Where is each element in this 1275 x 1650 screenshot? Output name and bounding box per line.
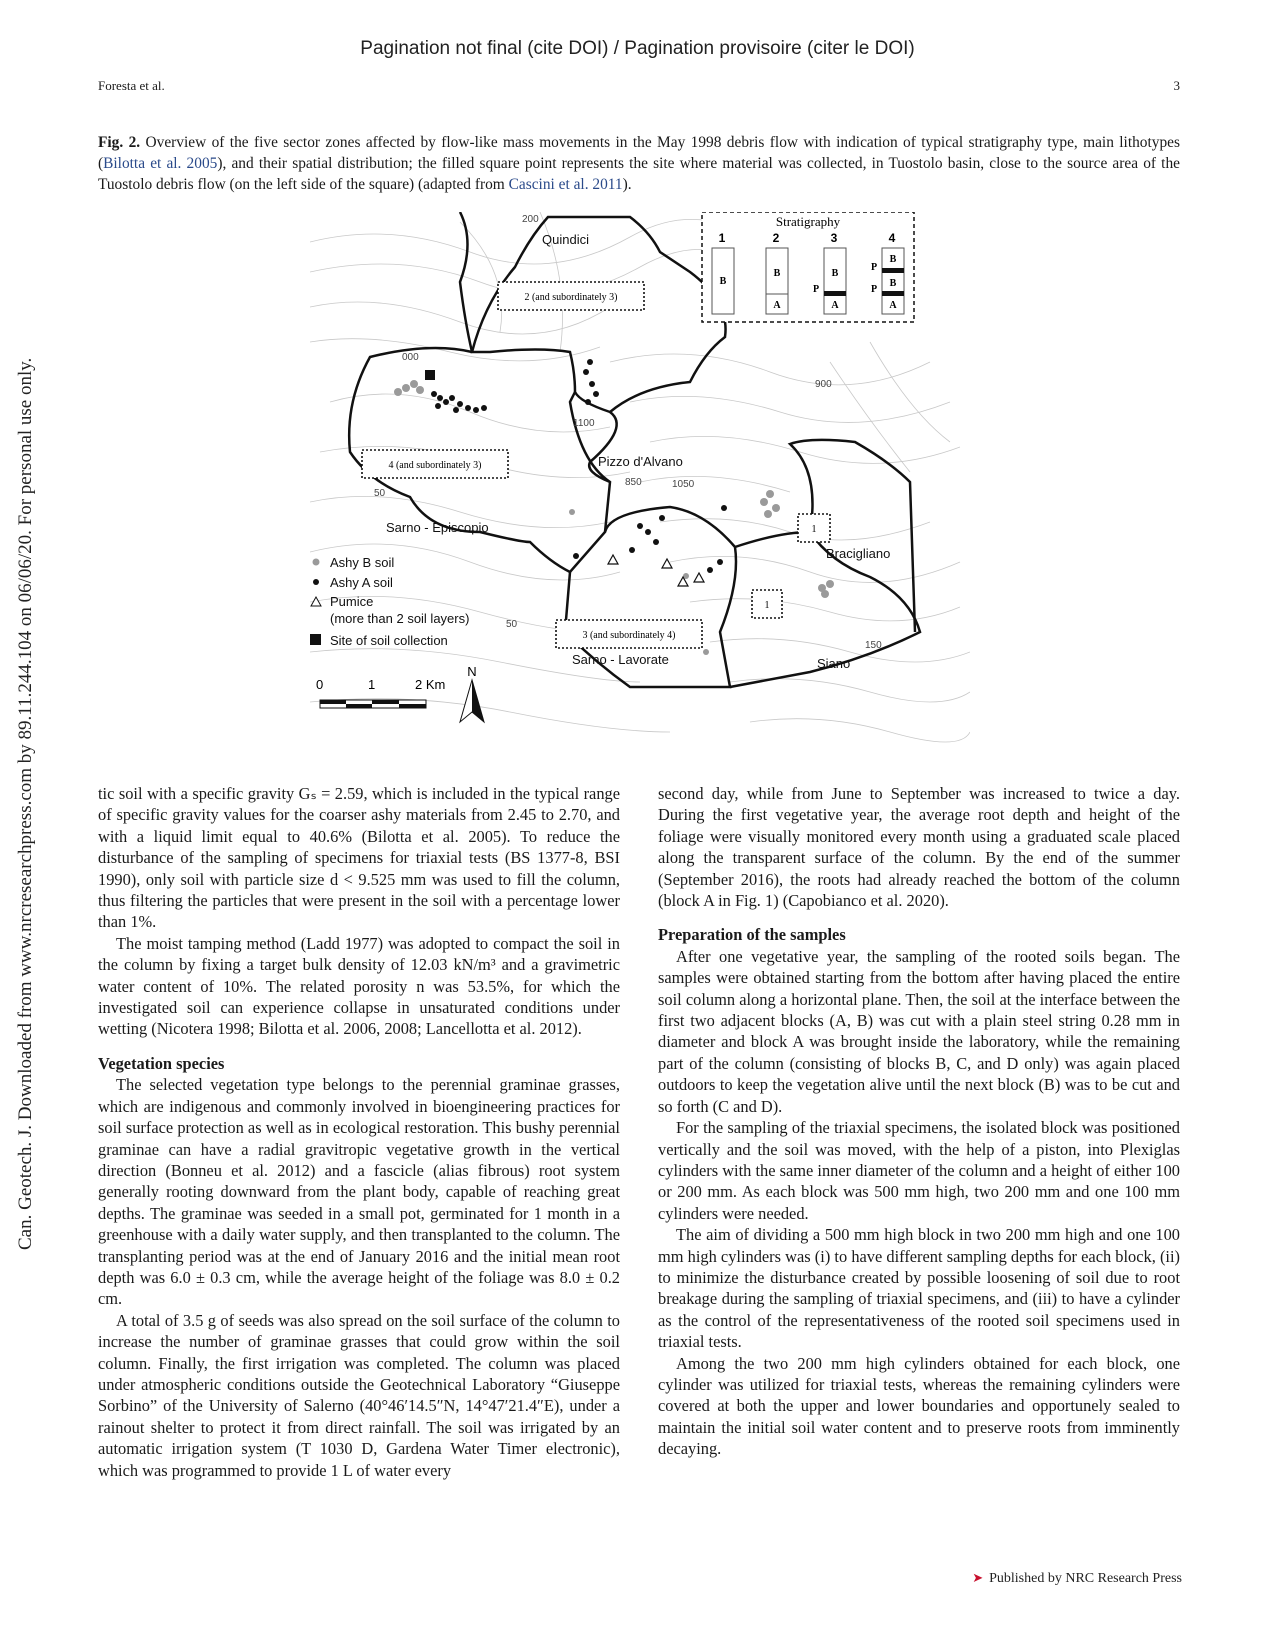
right-paragraph-3: For the sampling of the triaxial specimens, the isolated block was positioned vertically and the soil was moved, with the help of a piston, into Plexiglas cylinders with the same inner diameter of the column and a height of either 100 or 200 mm. As each block was 500 mm high, two 200 mm and one 100 mm cylinders were needed. xyxy=(658,1118,1180,1223)
figure-label: Fig. 2. xyxy=(98,134,141,151)
elev-1050: 1050 xyxy=(672,479,695,490)
legend-site: Site of soil collection xyxy=(330,633,448,648)
caption-text-3: ). xyxy=(622,176,632,193)
stratigraphy-inset xyxy=(702,212,914,322)
left-paragraph-4: A total of 3.5 g of seeds was also spread on the soil surface of the column to increase the number of graminae grasses that could grow within the soil column. Finally, the first irrigation was completed. The column was placed under atmospheric conditions outside the Geotechnical Laboratory “Giuseppe Sorbino” of the University of Salerno (40°46′14.5″N, 14°47′21.4″E), under a rainout shelter to protect it from direct rainfall. The soil was irrigated by an automatic irrigation system (T 1030 D, Gardena Water Timer electronic), which was programmed to provide 1 L of water every xyxy=(98,1310,620,1480)
section-heading-preparation: Preparation of the samples xyxy=(658,925,846,945)
place-siano: Siano xyxy=(817,656,851,671)
scale-2: 2 Km xyxy=(415,677,446,692)
sector-zone-map xyxy=(310,212,970,752)
page-number: 3 xyxy=(1173,78,1180,93)
place-pizzo: Pizzo d'Alvano xyxy=(598,454,683,469)
right-paragraph-1: second day, while from June to September was increased to twice a day. During the first vegetative year, the average root depth and height of the foliage were visually monitored every month using a graduated scale placed along the transparent surface of the column. By the end of the summer (September 2016), the roots had already reached the bottom of the column (block A in Fig. 1) (Capobianco et al. 2020). xyxy=(658,784,1180,911)
section-heading-vegetation: Vegetation species xyxy=(98,1053,225,1073)
right-paragraph-4: The aim of dividing a 500 mm high block in two 200 mm high and one 100 mm high cylinders was (i) to have different sampling depths for each block, (ii) to minimize the disturbance created by possible loosening of soil due to root breakage during the sampling of triaxial specimens, and (iii) to have a cylinder as the control of the representativeness of the rooted soil specimens used in triaxial tests. xyxy=(658,1225,1180,1352)
strat-3-p: P xyxy=(812,284,820,295)
legend-site-marker xyxy=(310,634,321,645)
elev-900: 900 xyxy=(815,379,832,390)
strat-col-2: 2 xyxy=(772,231,780,245)
north-label: N xyxy=(467,664,477,679)
caption-ref-cascini[interactable]: Cascini et al. 2011 xyxy=(508,176,623,193)
north-arrow-icon xyxy=(460,664,484,722)
zone-2-label: 2 (and subordinately 3) xyxy=(524,292,618,303)
caption-ref-bilotta[interactable]: Bilotta et al. 2005 xyxy=(103,155,218,172)
left-paragraph-3: The selected vegetation type belongs to the perennial graminae grasses, which are indigenous and commonly involved in bioengineering practices for soil surface protection as well as in ecological restoration. This bushy perennial graminae can have a radial gravitropic vegetative growth in the vertical direction (Bonneu et al. 2012) and a fascicle (alias fibrous) root system generally rooting downward from the plant body, capable of reaching great depths. The graminae was seeded in a small pot, germinated for 1 month in a greenhouse with a daily water supply, and then transplanted to the column. The transplanting period was at the end of January 2016 and the initial mean root depth was 6.0 ± 0.3 cm, while the average height of the foliage was 8.0 ± 0.2 cm. xyxy=(98,1075,620,1309)
legend-ashy-b: Ashy B soil xyxy=(330,555,395,570)
zone-4-label: 4 (and subordinately 3) xyxy=(388,460,482,471)
left-paragraph-1: tic soil with a specific gravity Gₛ = 2.59, which is included in the typical range of specific gravity values for the coarser ashy materials from 2.45 to 2.70, and with a liquid limit equal to 40.6% (Bilotta et al. 2005). To reduce the disturbance of the sampling of specimens for triaxial tests (BS 1377-8, BSI 1990), only soil with particle size d < 9.525 mm was used to fill the column, thus filtering the particles that were present in the soil with a percentage lower than 1%. xyxy=(98,784,620,932)
left-paragraph-2: The moist tamping method (Ladd 1977) was adopted to compact the soil in the column by fixing a target bulk density of 12.03 kN/m³ and a gravimetric water content of 10%. The related porosity n was 53.5%, for which the investigated soil can experience collapse in unsaturated conditions under wetting (Nicotera 1998; Bilotta et al. 2006, 2008; Lancellotta et al. 2012). xyxy=(98,933,620,1039)
zone-1b-label: 1 xyxy=(764,600,770,611)
legend-ashy-a-marker xyxy=(313,579,319,585)
right-paragraph-2: After one vegetative year, the sampling of the rooted soils began. The samples were obtained starting from the bottom after having placed the entire soil column along a horizontal plane. Then, the soil at the interface between the first two adjacent blocks (A, B) was cut with a plain steel string 0.28 mm in diameter and block A was brought inside the laboratory, while the remaining part of the column (consisting of blocks B, C, and D only) was again placed outdoors to keep the vegetation alive until the next block (B) was to be cut and so forth (C and D). xyxy=(658,946,1180,1116)
publisher-text: Published by NRC Research Press xyxy=(989,1571,1182,1586)
caption-text-1: Overview of the five sector zones affected by flow-like mass movements in the May 1998 debris flow with indication of typical stratigraphy type, main lithotypes ( xyxy=(98,134,1180,172)
strat-2-a: A xyxy=(773,300,781,311)
strat-col-1: 1 xyxy=(718,231,726,245)
left-column xyxy=(98,783,620,1481)
elev-200: 200 xyxy=(522,214,539,225)
legend-pumice-note: (more than 2 soil layers) xyxy=(330,611,470,626)
soil-collection-site-marker xyxy=(425,370,435,380)
strat-1-b: B xyxy=(719,276,727,287)
strat-3-a: A xyxy=(831,300,839,311)
figure-caption xyxy=(98,132,1180,195)
elev-850: 850 xyxy=(625,477,642,488)
strat-3-b: B xyxy=(831,268,839,279)
strat-4-a: A xyxy=(889,300,897,311)
elev-50: 50 xyxy=(374,488,386,499)
download-sidebar: Can. Geotech. J. Downloaded from www.nrcresearchpress.com by 89.11.244.104 on 06/06/20. For personal use only. xyxy=(15,357,36,1250)
scale-bar xyxy=(316,677,445,708)
legend-pumice: Pumice xyxy=(330,594,374,609)
stratigraphy-title: Stratigraphy xyxy=(775,214,841,229)
strat-col-4: 4 xyxy=(888,231,896,245)
right-column xyxy=(658,783,1180,1460)
map-legend xyxy=(310,555,469,648)
place-bracigliano: Bracigliano xyxy=(826,546,891,561)
strat-4-b1: B xyxy=(889,254,897,265)
elev-1100: 1100 xyxy=(573,418,595,429)
legend-ashy-a: Ashy A soil xyxy=(330,575,393,590)
zone-1a-label: 1 xyxy=(811,524,817,535)
scale-0: 0 xyxy=(316,677,324,692)
strat-4-b2: B xyxy=(889,278,897,289)
elev-150: 150 xyxy=(865,640,882,651)
scale-1: 1 xyxy=(368,677,376,692)
strat-4-p2: P xyxy=(870,284,878,295)
strat-2-b: B xyxy=(773,268,781,279)
right-paragraph-5: Among the two 200 mm high cylinders obtained for each block, one cylinder was utilized for triaxial tests, whereas the remaining cylinders were covered at both the upper and lower boundaries and opportunely sealed to maintain the initial soil water content and to preserve roots from imminently decaying. xyxy=(658,1353,1180,1459)
legend-ashy-b-marker xyxy=(313,559,320,566)
publisher-logo-icon: ➤ xyxy=(972,1570,984,1585)
place-sarno-lavorate: Sarno - Lavorate xyxy=(572,652,669,667)
publisher-footer xyxy=(900,1570,1182,1587)
elev-000: 000 xyxy=(402,352,419,363)
strat-4-p1: P xyxy=(870,262,878,273)
strat-col-3: 3 xyxy=(830,231,838,245)
elev-50b: 50 xyxy=(506,619,518,630)
pagination-note: Pagination not final (cite DOI) / Pagination provisoire (citer le DOI) xyxy=(360,38,915,59)
running-head: Foresta et al. xyxy=(98,78,165,93)
zone-3-label: 3 (and subordinately 4) xyxy=(582,630,676,641)
zone-labels xyxy=(362,282,830,648)
place-quindici: Quindici xyxy=(542,232,589,247)
place-sarno-episcopio: Sarno - Episcopio xyxy=(386,520,489,535)
caption-text-2: ), and their spatial distribution; the filled square point represents the site where material was collected, in Tuostolo basin, close to the source area of the Tuostolo debris flow (on the left side of the square) (adapted from xyxy=(98,155,1180,193)
